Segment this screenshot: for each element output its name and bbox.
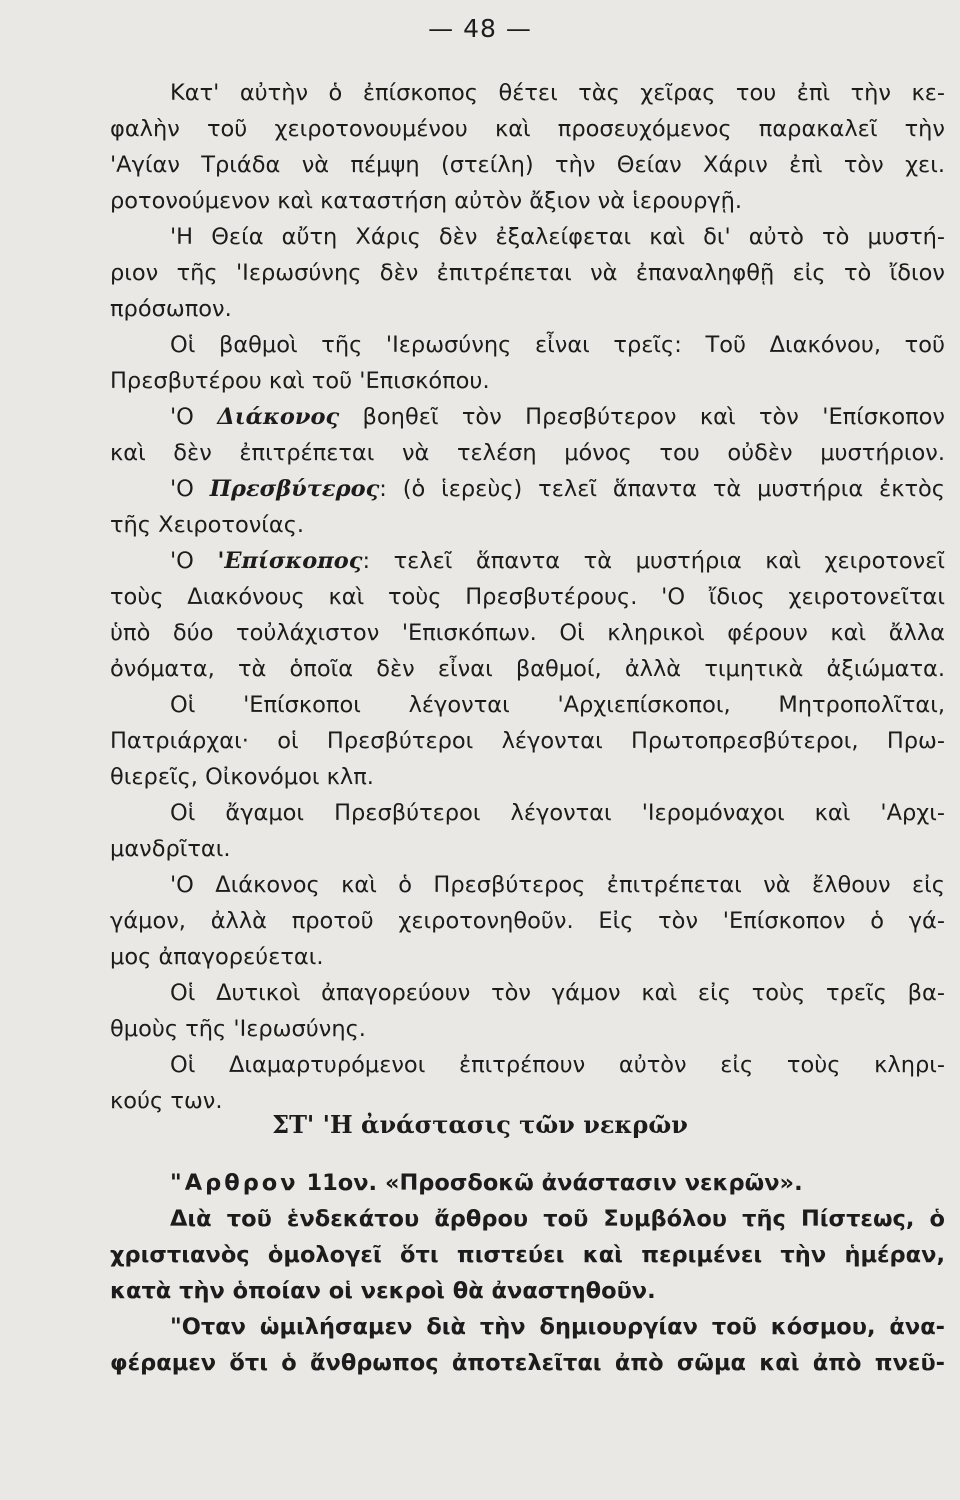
text-line: Κατ' αὐτὴν ὁ ἐπίσκοπος θέτει τὰς χεῖρας του ἐπὶ τὴν κε- bbox=[170, 80, 945, 106]
text-line: Οἱ βαθμοὶ τῆς 'Ιερωσύνης εἶναι τρεῖς: Τοῦ Διακόνου, τοῦ bbox=[170, 332, 945, 358]
section-heading: ΣΤ' 'Η ἀνάστασις τῶν νεκρῶν bbox=[272, 1110, 688, 1139]
term-bishop: 'Επίσκοπος bbox=[217, 548, 363, 574]
text-line: μος ἀπαγορεύεται. bbox=[110, 944, 324, 970]
text-line: Πατριάρχαι· οἱ Πρεσβύτεροι λέγονται Πρωτοπρεσβύτεροι, Πρω- bbox=[110, 728, 945, 754]
text-line bbox=[170, 474, 945, 504]
text-line: τῆς Χειροτονίας. bbox=[110, 512, 305, 538]
text-line: θμοὺς τῆς 'Ιερωσύνης. bbox=[110, 1016, 366, 1042]
text-line: Πρεσβυτέρου καὶ τοῦ 'Επισκόπου. bbox=[110, 368, 490, 394]
text-line: ροτονούμενον καὶ καταστήση αὐτὸν ἄξιον νὰ ἱερουργῇ. bbox=[110, 188, 743, 214]
text-line: μανδρῖται. bbox=[110, 836, 231, 862]
text-line: καὶ δὲν ἐπιτρέπεται νὰ τελέση μόνος του οὐδὲν μυστήριον. bbox=[110, 440, 945, 466]
text-line: 'Αγίαν Τριάδα νὰ πέμψη (στείλη) τὴν Θείαν Χάριν ἐπὶ τὸν χει. bbox=[110, 152, 945, 178]
line-rest: : (ὁ ἱερεὺς) τελεῖ ἅπαντα τὰ μυστήρια ἐκτὸς bbox=[379, 476, 945, 502]
text-line: 'Ο Διάκονος καὶ ὁ Πρεσβύτερος ἐπιτρέπεται νὰ ἔλθουν εἰς bbox=[170, 872, 945, 898]
article-prefix: 'Ο bbox=[170, 548, 218, 574]
page-number: — 48 — bbox=[428, 14, 532, 43]
text-line bbox=[170, 546, 945, 576]
article-number: 11ον. bbox=[306, 1170, 378, 1196]
text-line: 'Η Θεία αὔτη Χάρις δὲν ἐξαλείφεται καὶ δι' αὐτὸ τὸ μυστή- bbox=[170, 224, 945, 250]
text-line bbox=[170, 402, 945, 432]
text-line: Διὰ τοῦ ἑνδεκάτου ἄρθρου τοῦ Συμβόλου τῆς Πίστεως, ὁ bbox=[170, 1206, 945, 1232]
article-prefix: 'Ο bbox=[170, 476, 210, 502]
text-line: κούς των. bbox=[110, 1088, 223, 1114]
article-quote: «Προσδοκῶ ἀνάστασιν νεκρῶν». bbox=[384, 1170, 803, 1196]
text-line: θιερεῖς, Οἰκονόμοι κλπ. bbox=[110, 764, 374, 790]
text-line: ριον τῆς 'Ιερωσύνης δὲν ἐπιτρέπεται νὰ ἐπαναληφθῇ εἰς τὸ ἴδιον bbox=[110, 260, 945, 286]
text-line: Οἱ Δυτικοὶ ἀπαγορεύουν τὸν γάμον καὶ εἰς τοὺς τρεῖς βα- bbox=[170, 980, 945, 1006]
article-line bbox=[170, 1168, 945, 1198]
term-presbyter: Πρεσβύτερος bbox=[209, 476, 380, 502]
text-line: τοὺς Διακόνους καὶ τοὺς Πρεσβυτέρους. 'Ο ἴδιος χειροτονεῖται bbox=[110, 584, 945, 610]
text-line: Οἱ 'Επίσκοποι λέγονται 'Αρχιεπίσκοποι, Μητροπολῖται, bbox=[170, 692, 945, 718]
article-label: "Αρθρον bbox=[170, 1170, 299, 1196]
text-line: γάμον, ἀλλὰ προτοῦ χειροτονηθοῦν. Εἰς τὸν 'Επίσκοπον ὁ γά- bbox=[110, 908, 945, 934]
text-line: πρόσωπον. bbox=[110, 296, 232, 322]
text-line: φέραμεν ὅτι ὁ ἄνθρωπος ἀποτελεῖται ἀπὸ σῶμα καὶ ἀπὸ πνεῦ- bbox=[110, 1350, 945, 1376]
line-rest: : τελεῖ ἅπαντα τὰ μυστήρια καὶ χειροτονεῖ bbox=[362, 548, 945, 574]
text-line: ὑπὸ δύο τοὐλάχιστον 'Επισκόπων. Οἱ κληρικοὶ φέρουν καὶ ἄλλα bbox=[110, 620, 945, 646]
text-line: φαλὴν τοῦ χειροτονουμένου καὶ προσευχόμενος παρακαλεῖ τὴν bbox=[110, 116, 945, 142]
text-line: Οἱ Διαμαρτυρόμενοι ἐπιτρέπουν αὐτὸν εἰς τοὺς κληρι- bbox=[170, 1052, 945, 1078]
text-line: "Οταν ὡμιλήσαμεν διὰ τὴν δημιουργίαν τοῦ κόσμου, ἀνα- bbox=[170, 1314, 945, 1340]
line-rest: βοηθεῖ τὸν Πρεσβύτερον καὶ τὸν 'Επίσκοπον bbox=[339, 404, 945, 430]
text-line: ὀνόματα, τὰ ὁποῖα δὲν εἶναι βαθμοί, ἀλλὰ τιμητικὰ ἀξιώματα. bbox=[110, 656, 945, 682]
text-line: χριστιανὸς ὁμολογεῖ ὅτι πιστεύει καὶ περιμένει τὴν ἡμέραν, bbox=[110, 1242, 945, 1268]
term-deacon: Διάκονος bbox=[217, 404, 340, 430]
article-prefix: 'Ο bbox=[170, 404, 218, 430]
text-line: Οἱ ἄγαμοι Πρεσβύτεροι λέγονται 'Ιερομόναχοι καὶ 'Αρχι- bbox=[170, 800, 945, 826]
text-line: κατὰ τὴν ὁποίαν οἱ νεκροὶ θὰ ἀναστηθοῦν. bbox=[110, 1278, 656, 1304]
